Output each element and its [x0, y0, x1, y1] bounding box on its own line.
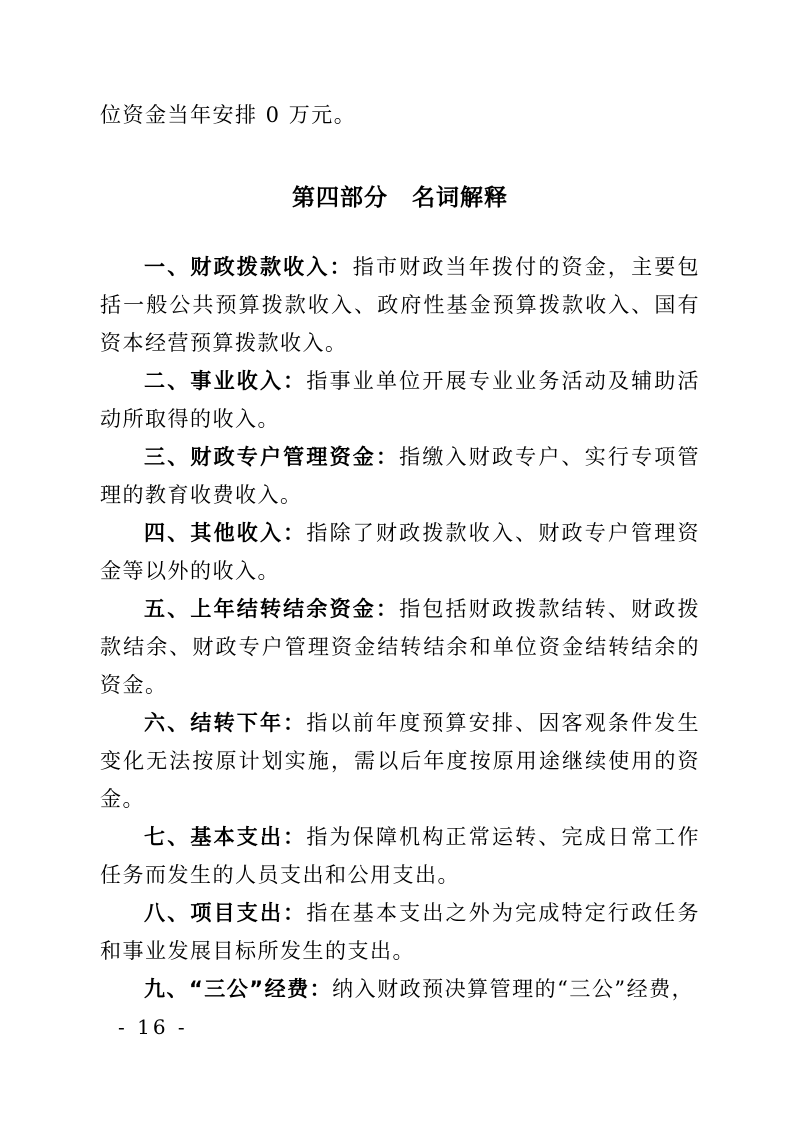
term-definition: 指为保障机构正常运转、完成日常工作任务而发生的人员支出和公用支出。 [100, 825, 701, 887]
term-label: 九、“三公”经费： [144, 977, 333, 1001]
term-label: 二、事业收入： [144, 369, 307, 393]
term-definition: 指市财政当年拨付的资金，主要包括一般公共预算拨款收入、政府性基金预算拨款收入、国有资本经营预算拨款收入。 [100, 255, 701, 355]
definition-paragraph [100, 704, 700, 818]
term-label: 一、财政拨款收入： [144, 255, 353, 279]
intro-line: 位资金当年安排 0 万元。 [100, 103, 357, 127]
section-heading: 第四部分 名词解释 [292, 185, 508, 211]
term-label: 四、其他收入： [144, 521, 307, 545]
definition-paragraph [100, 970, 700, 1008]
term-label: 八、项目支出： [144, 901, 307, 925]
definition-paragraph [100, 362, 700, 438]
term-label: 七、基本支出： [144, 825, 307, 849]
term-definition: 指事业单位开展专业业务活动及辅助活动所取得的收入。 [100, 369, 701, 431]
definition-paragraph [100, 590, 700, 704]
definition-paragraph [100, 514, 700, 590]
page-number: - 16 - [118, 1015, 188, 1039]
definitions-list [100, 248, 700, 1008]
term-definition: 纳入财政预决算管理的“三公”经费， [332, 977, 695, 1001]
definition-paragraph [100, 894, 700, 970]
term-definition: 指包括财政拨款结转、财政拨款结余、财政专户管理资金结转结余和单位资金结转结余的资金。 [100, 597, 701, 697]
term-definition: 指除了财政拨款收入、财政专户管理资金等以外的收入。 [100, 521, 701, 583]
term-definition: 指缴入财政专户、实行专项管理的教育收费收入。 [100, 445, 701, 507]
page-content [100, 96, 700, 1008]
term-definition: 指以前年度预算安排、因客观条件发生变化无法按原计划实施，需以后年度按原用途继续使用的资金。 [100, 711, 701, 811]
definition-paragraph [100, 818, 700, 894]
term-label: 三、财政专户管理资金： [144, 445, 400, 469]
term-definition: 指在基本支出之外为完成特定行政任务和事业发展目标所发生的支出。 [100, 901, 701, 963]
definition-paragraph [100, 438, 700, 514]
term-label: 五、上年结转结余资金： [144, 597, 400, 621]
term-label: 六、结转下年： [144, 711, 307, 735]
definition-paragraph [100, 248, 700, 362]
